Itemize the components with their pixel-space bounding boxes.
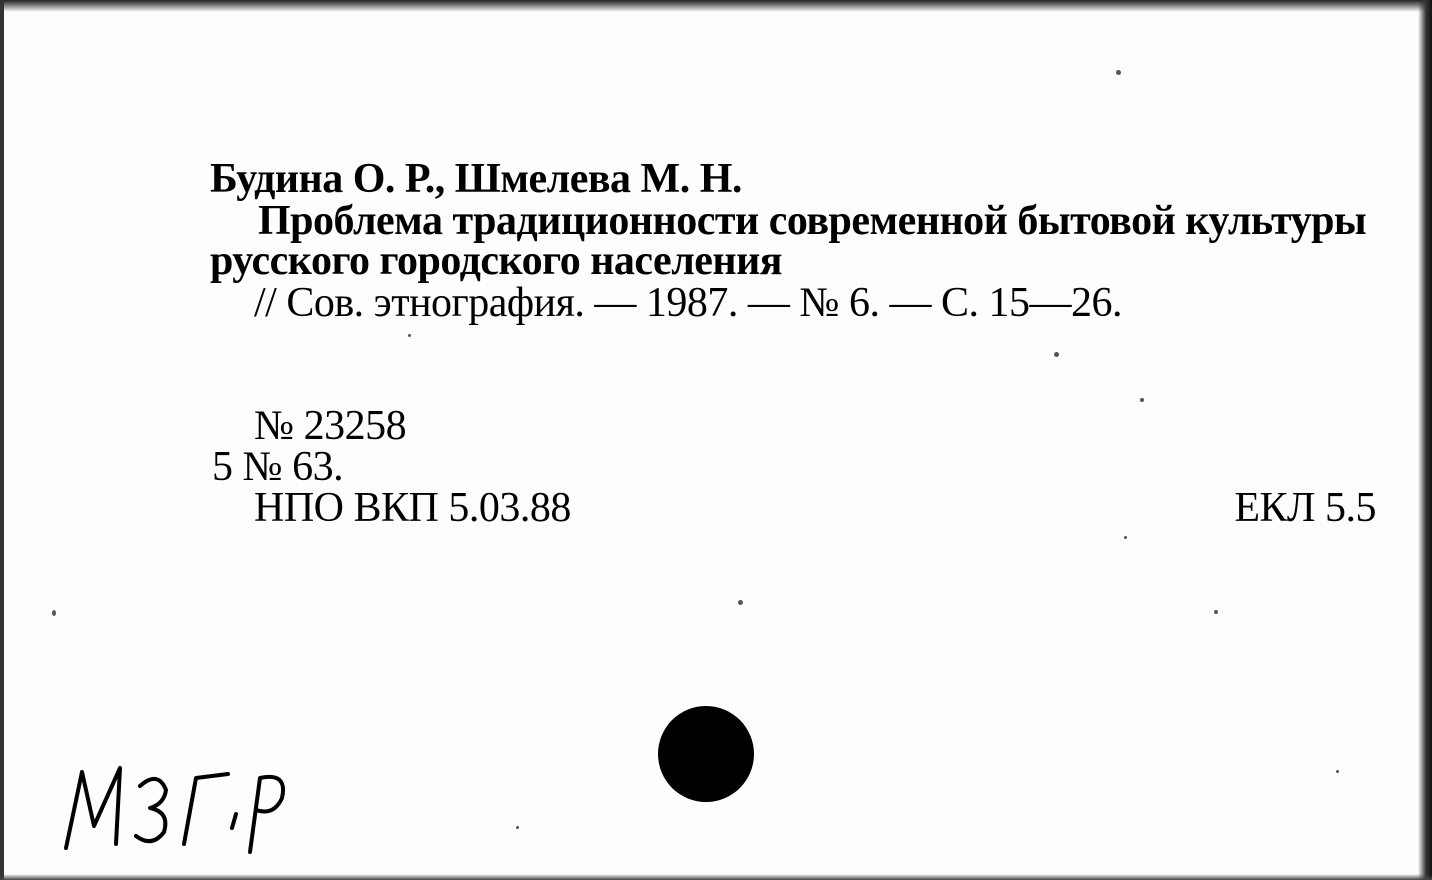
authors: Будина О. Р., Шмелева М. Н. <box>210 156 742 202</box>
dust-speck <box>738 600 743 605</box>
dust-speck <box>1336 770 1339 773</box>
dust-speck <box>1124 536 1127 539</box>
dust-speck <box>408 334 411 337</box>
card-edge-right <box>1418 0 1432 880</box>
dust-speck <box>1054 352 1059 357</box>
issue-number: 5 № 63. <box>212 444 344 490</box>
card-edge-bottom <box>0 874 1432 880</box>
source-citation: // Сов. этнография. — 1987. — № 6. — С. 15—26. <box>254 280 1123 326</box>
classification-code: ЕКЛ 5.5 <box>1234 485 1376 531</box>
dust-speck <box>1214 610 1218 614</box>
record-number: № 23258 <box>254 403 407 449</box>
handwritten-shelf-mark <box>60 748 300 858</box>
title-line-1: Проблема традиционности современной бытовой культуры <box>258 198 1367 244</box>
card-edge-top <box>0 0 1432 12</box>
dust-speck <box>1116 70 1121 75</box>
dust-speck <box>52 610 56 616</box>
dust-speck <box>1140 398 1144 402</box>
title-line-2: русского городского населения <box>210 238 783 284</box>
npo-line: НПО ВКП 5.03.88 <box>254 485 571 531</box>
dust-speck <box>516 826 519 829</box>
card-edge-left <box>0 0 4 880</box>
punch-hole <box>658 706 754 802</box>
